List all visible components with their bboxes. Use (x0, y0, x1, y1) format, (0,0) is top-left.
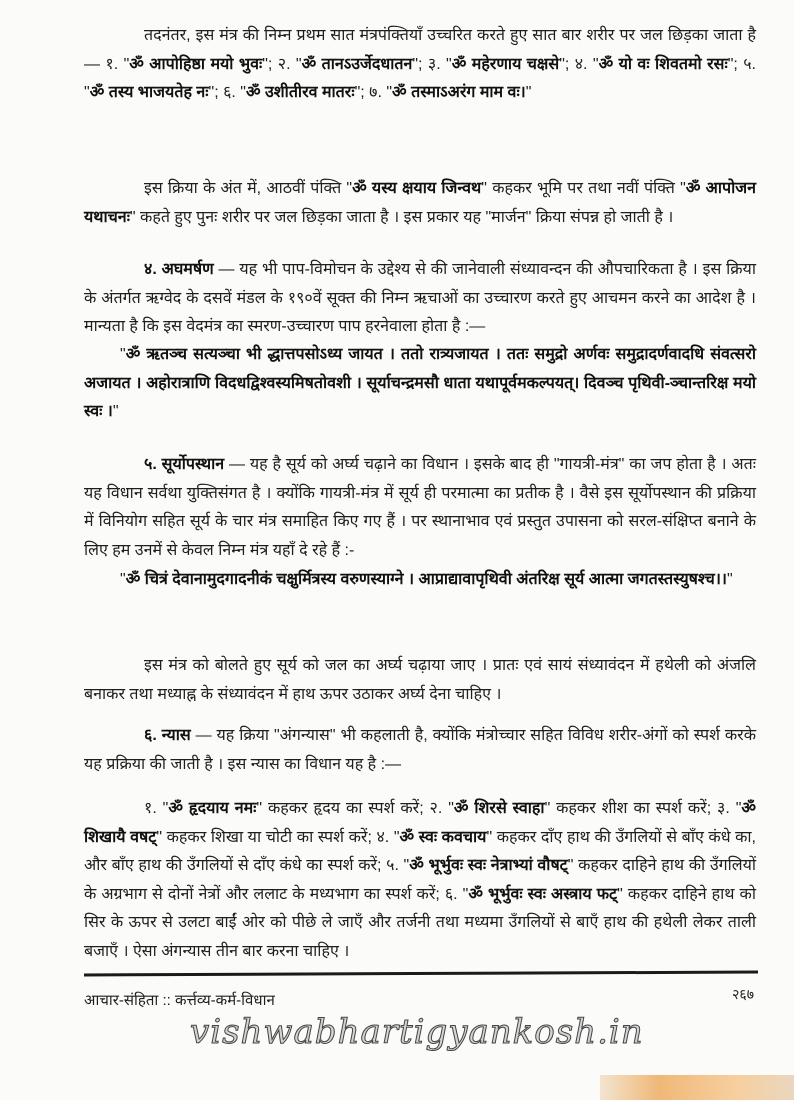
text: " (525, 84, 532, 101)
text: १. " (144, 800, 169, 817)
mantra-block (84, 566, 756, 595)
paragraph (84, 22, 756, 108)
text: " कहते हुए पुनः शरीर पर जल छिड़का जाता है । इस प्रकार यह "मार्जन" क्रिया संपन्न हो जाती है । (129, 208, 674, 226)
text: तदनंतर, इस मंत्र की निम्न प्रथम सात मंत्रपंक्तियाँ उच्चरित करते हुए सात बार शरीर पर जल छिड़का जाता है — १. " (84, 27, 756, 73)
text: — यह भी पाप-विमोचन के उद्देश्य से की जानेवाली संध्यावन्दन की औपचारिकता है । इस क्रिया के अंतर्गत ऋग्वेद के दसवें मंडल के १९०वें सूक्त की निम्न ऋचाओं का उच्चारण करते हुए आचमन करने का आदेश है । मान्यता है कि इस वेदमंत्र का स्मरण-उच्चारण पाप हरनेवाला होता है :— (84, 261, 756, 335)
bold-text: ॐ भूर्भुवः स्वः नेत्राभ्यां वौषट् (409, 857, 568, 874)
paragraph (84, 175, 756, 232)
page-number: २६७ (732, 986, 754, 1002)
paragraph (84, 795, 756, 966)
text: " कहकर शीश का स्पर्श करें; ३. " (544, 800, 742, 817)
bold-text: ॐ चित्रं देवानामुदगादनीकं चक्षुर्मित्रस्य वरुणस्याग्ने । आप्राद्यावापृथिवी अंतरिक्ष सूर्य आत्मा जगतस्तस्युषश्च।। (125, 571, 727, 588)
text: " (120, 571, 126, 588)
bold-text: ॐ शिखायै वषट् (84, 800, 756, 846)
text: "; २. " (262, 55, 302, 73)
text: इस क्रिया के अंत में, आठवीं पंक्ति " (144, 180, 353, 197)
bold-text: ५. सूर्योपस्थान (144, 456, 225, 473)
bold-text: ६. न्यास (144, 727, 191, 744)
paragraph (84, 722, 756, 779)
text: " कहकर दाहिने हाथ की उँगलियों के अग्रभाग से दोनों नेत्रों और ललाट के मध्यभाग का स्पर्श करें; ६. " (84, 857, 757, 903)
watermark: vishwabhartigyankosh.in (190, 1012, 644, 1052)
text: इस मंत्र को बोलते हुए सूर्य को जल का अर्घ्य चढ़ाया जाए । प्रातः एवं सायं संध्यावंदन में हथेली को अंजलि बनाकर तथा मध्याह्न के संध्यावंदन में हाथ ऊपर उठाकर अर्घ्य देना चाहिए । (84, 657, 756, 703)
text: " कहकर शिखा या चोटी का स्पर्श करें; ४. " (156, 828, 400, 846)
text: " (726, 571, 733, 588)
text: "; ३. " (412, 55, 452, 73)
bold-text: ॐ भूर्भुवः स्वः अस्त्राय फट् (468, 885, 618, 903)
bold-text: ॐ शिरसे स्वाहा (453, 800, 545, 817)
bold-text: ॐ उशीतीरव मातरः (245, 84, 355, 101)
bold-text: ॐ तस्माऽअरंग माम वः। (392, 84, 526, 101)
bold-text: ४. अघमर्षण (144, 261, 214, 278)
paragraph (84, 256, 756, 342)
bold-text: ॐ यस्य क्षयाय जिन्वथ (352, 180, 482, 197)
scan-edge-artifact (600, 1075, 794, 1100)
text: "; ५. " (84, 55, 756, 101)
text: "; ७. " (354, 84, 393, 101)
bold-text: ॐ यो वः शिवतमो रसः (598, 55, 728, 73)
text: " (112, 403, 119, 420)
mantra-block (84, 341, 756, 427)
bold-text: ॐ स्वः कवचाय (399, 828, 487, 846)
text: "; ६. " (208, 84, 246, 101)
bold-text: ॐ ऋतञ्च सत्यञ्चा भी द्धात्तपसोऽध्य जायत । ततो रात्र्यजायत । ततः समुद्रो अर्णवः समुद्रादर्णवादधि संवत्सरो अजायत । अहोरात्राणि विदधद्विश्वस्यमिषतोवशी । सूर्याचन्द्रमसौ धाता यथापूर्वमकल्पयत्। दिवञ्च पृथिवी-ञ्चान्तरिक्ष मयो स्वः । (84, 346, 756, 420)
bold-text: ॐ तानऽउर्जेदधातन (301, 55, 413, 73)
text: " (120, 346, 126, 363)
text: " कहकर दाहिने हाथ को सिर के ऊपर से उलटा बाईं ओर को पीछे ले जाएँ और तर्जनी तथा मध्यमा उँगलियों से बाएँ हाथ की हथेली लेकर ताली बजाएँ । ऐसा अंगन्यास तीन बार करना चाहिए । (84, 885, 756, 960)
text: " कहकर दाँए हाथ की उँगलियों से बाँए कंधे का, और बाँए हाथ की उँगलियों से दाँए कंधे का स्पर्श करें; ५. " (84, 828, 756, 874)
bold-text: ॐ आपोजन यथाचनः (84, 180, 757, 226)
footer-divider (84, 971, 758, 977)
footer-title: आचार-संहिता :: कर्त्तव्य-कर्म-विधान (84, 992, 275, 1009)
paragraph (84, 451, 756, 565)
bold-text: ॐ हृदयाय नमः (168, 800, 257, 817)
text: "; ४. " (559, 55, 599, 73)
text: " कहकर भूमि पर तथा नवीं पंक्ति " (481, 180, 686, 197)
bold-text: ॐ तस्य भाजयतेह नः (89, 84, 209, 101)
text: " कहकर हृदय का स्पर्श करें; २. " (256, 800, 454, 817)
bold-text: ॐ महेरणाय चक्षसे (451, 55, 560, 73)
text: — यह क्रिया "अंगन्यास" भी कहलाती है, क्योंकि मंत्रोच्चार सहित विविध शरीर-अंगों को स्पर्श करके यह प्रक्रिया की जाती है । इस न्यास का विधान यह है :— (84, 727, 756, 773)
bold-text: ॐ आपोहिष्ठा मयो भुवः (129, 55, 263, 73)
text: — यह है सूर्य को अर्घ्य चढ़ाने का विधान । इसके बाद ही "गायत्री-मंत्र" का जप होता है । अतः यह विधान सर्वथा युक्तिसंगत है । क्योंकि गायत्री-मंत्र में सूर्य ही परमात्मा का प्रतीक है । वैसे इस सूर्योपस्थान की प्रक्रिया में विनियोग सहित सूर्य के चार मंत्र समाहित किए गए हैं । पर स्थानाभाव एवं प्रस्तुत उपासना को सरल-संक्षिप्त बनाने के लिए हम उनमें से केवल निम्न मंत्र यहाँ दे रहे हैं :- (84, 456, 756, 559)
paragraph (84, 652, 756, 709)
